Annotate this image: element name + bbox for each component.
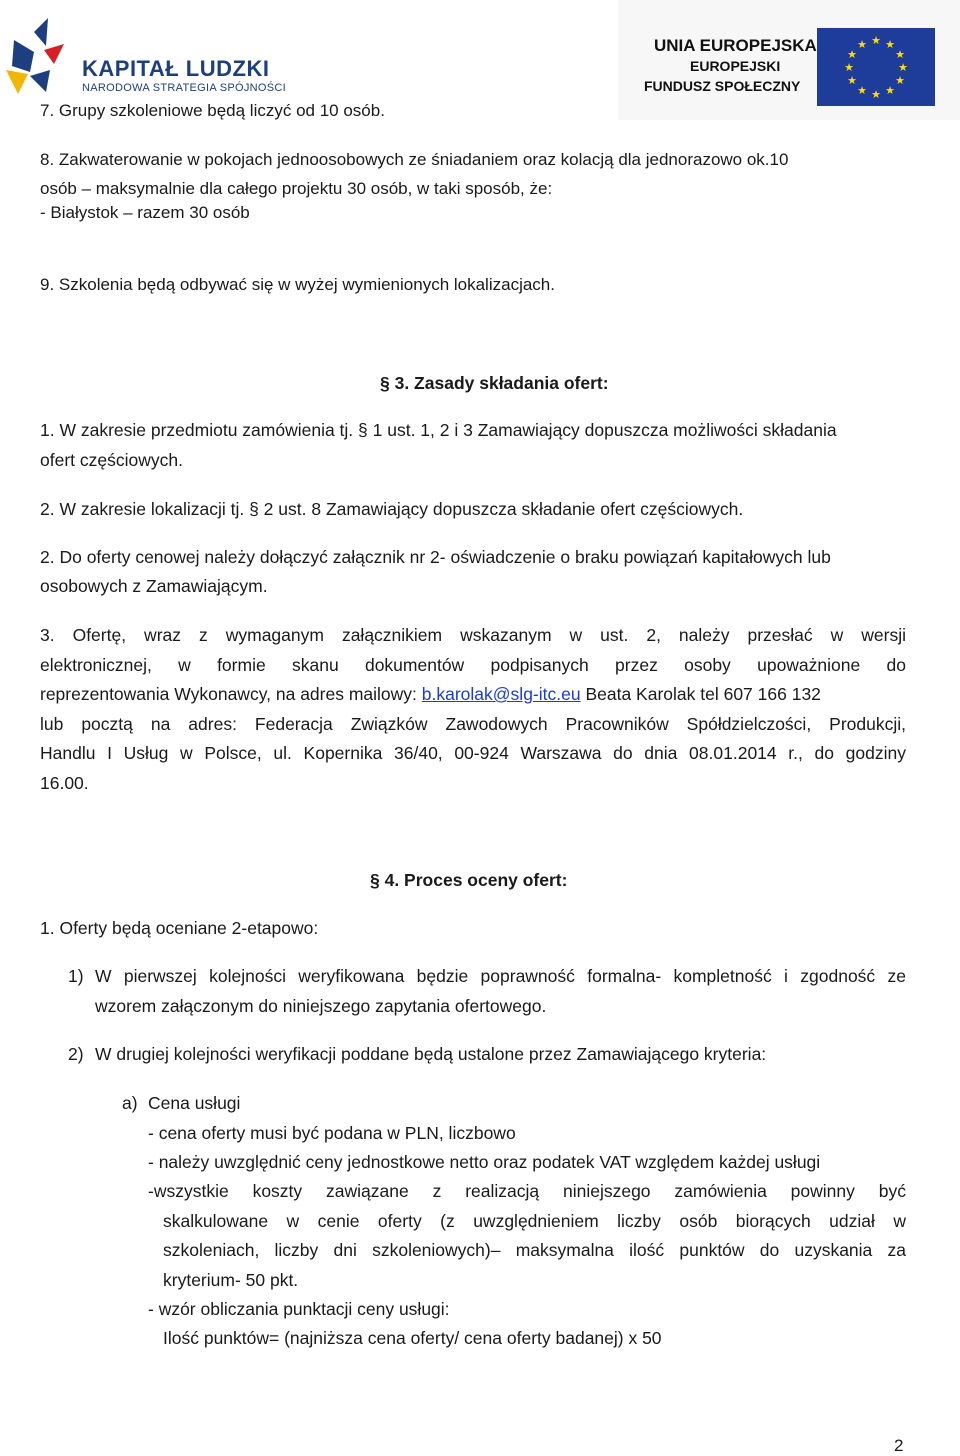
section-3-p2: 2. W zakresie lokalizacji tj. § 2 ust. 8 Zamawiający dopuszcza składanie ofert częściowych. — [40, 499, 744, 519]
section-4-step-1-line-2: wzorem załączonym do niniejszego zapytania ofertowego. — [95, 996, 547, 1016]
criterion-a-bullet-3-line-1: -wszystkie koszty zawiązane z realizacją niniejszego zamówienia powinny być — [148, 1181, 906, 1201]
item-8-line-2: osób – maksymalnie dla całego projektu 30 osób, w taki sposób, że: — [40, 179, 553, 198]
svg-text:★: ★ — [847, 74, 857, 87]
page-number: 2 — [894, 1436, 904, 1455]
kapital-ludzki-star-icon — [0, 10, 80, 110]
section-3-p1-line-2: ofert częściowych. — [40, 450, 183, 470]
criterion-a-bullet-3-line-2: skalkulowane w cenie oferty (z uwzględnieniem liczby osób biorących udział w — [163, 1211, 906, 1231]
eu-title: UNIA EUROPEJSKA — [654, 36, 817, 55]
criterion-a-bullet-2: - należy uwzględnić ceny jednostkowe netto oraz podatek VAT względem każdej usługi — [148, 1152, 821, 1172]
criterion-a-bullet-1: - cena oferty musi być podana w PLN, liczbowo — [148, 1123, 516, 1143]
section-4-step-1-line-1: W pierwszej kolejności weryfikowana będzie poprawność formalna- kompletność i zgodność ze — [95, 966, 906, 986]
eu-subtitle-2: FUNDUSZ SPOŁECZNY — [644, 78, 801, 94]
item-9: 9. Szkolenia będą odbywać się w wyżej wymienionych lokalizacjach. — [40, 275, 555, 294]
criterion-a-letter: a) — [122, 1093, 138, 1113]
eu-flag-icon — [817, 28, 935, 106]
svg-text:★: ★ — [844, 61, 854, 74]
criterion-a-bullet-3-line-4: kryterium- 50 pkt. — [163, 1270, 299, 1290]
price-scoring-formula: Ilość punktów= (najniższa cena oferty/ cena oferty badanej) x 50 — [163, 1328, 662, 1348]
section-3-p1-line-1: 1. W zakresie przedmiotu zamówienia tj. § 1 ust. 1, 2 i 3 Zamawiający dopuszcza możliwości składania — [40, 420, 837, 440]
email-link[interactable]: b.karolak@slg-itc.eu — [421, 684, 581, 704]
section-3-heading: § 3. Zasady składania ofert: — [380, 373, 609, 393]
section-3-p4-line-6: 16.00. — [40, 773, 89, 793]
svg-text:★: ★ — [885, 38, 895, 51]
section-3-p4-line-3-pre: reprezentowania Wykonawcy, na adres mailowy: — [40, 684, 422, 704]
svg-text:★: ★ — [857, 84, 867, 97]
section-3-p4-line-3 — [40, 684, 821, 704]
criterion-a-bullet-4: - wzór obliczania punktacji ceny usługi: — [148, 1299, 450, 1319]
section-3-p4-line-4: lub pocztą na adres: Federacja Związków Zawodowych Pracowników Spółdzielczości, Produkcji, — [40, 714, 906, 734]
section-3-p4-line-1: 3. Ofertę, wraz z wymaganym załącznikiem wskazanym w ust. 2, należy przesłać w wersji — [40, 625, 906, 645]
section-3-p4-line-3-post: Beata Karolak tel 607 166 132 — [580, 684, 821, 704]
kapital-ludzki-title: KAPITAŁ LUDZKI — [82, 56, 270, 81]
eu-logo — [618, 0, 960, 120]
section-4-step-1-number: 1) — [68, 966, 84, 986]
section-4-heading: § 4. Proces oceny ofert: — [370, 870, 568, 890]
item-8-line-1: 8. Zakwaterowanie w pokojach jednoosobowych ze śniadaniem oraz kolacją dla jednorazowo ok.10 — [40, 150, 789, 169]
eu-subtitle-1: EUROPEJSKI — [690, 58, 781, 74]
criterion-a-title: Cena usługi — [148, 1093, 241, 1113]
svg-text:★: ★ — [895, 48, 905, 61]
item-7: 7. Grupy szkoleniowe będą liczyć od 10 osób. — [40, 101, 385, 120]
criterion-a-bullet-3-line-3: szkoleniach, liczby dni szkoleniowych)– maksymalna ilość punktów do uzyskania za — [163, 1240, 906, 1260]
svg-text:★: ★ — [895, 74, 905, 87]
svg-text:★: ★ — [871, 34, 881, 47]
section-3-p4-line-2: elektronicznej, w formie skanu dokumentów podpisanych przez osoby upoważnione do — [40, 655, 906, 675]
svg-text:★: ★ — [871, 88, 881, 101]
item-8-line-3: - Białystok – razem 30 osób — [40, 203, 250, 222]
kapital-ludzki-logo — [0, 0, 300, 100]
svg-text:★: ★ — [857, 38, 867, 51]
section-4-intro: 1. Oferty będą oceniane 2-etapowo: — [40, 918, 319, 938]
section-3-p4-line-5: Handlu I Usług w Polsce, ul. Kopernika 36/40, 00-924 Warszawa do dnia 08.01.2014 r., do godziny — [40, 743, 906, 763]
section-4-step-2-line-1: W drugiej kolejności weryfikacji poddane będą ustalone przez Zamawiającego kryteria: — [95, 1044, 767, 1064]
svg-text:★: ★ — [847, 48, 857, 61]
svg-text:★: ★ — [885, 84, 895, 97]
svg-text:★: ★ — [898, 61, 908, 74]
section-3-p3-line-1: 2. Do oferty cenowej należy dołączyć załącznik nr 2- oświadczenie o braku powiązań kapitałowych lub — [40, 547, 831, 567]
section-4-step-2-number: 2) — [68, 1044, 84, 1064]
kapital-ludzki-subtitle: NARODOWA STRATEGIA SPÓJNOŚCI — [82, 82, 286, 94]
section-3-p3-line-2: osobowych z Zamawiającym. — [40, 576, 268, 596]
